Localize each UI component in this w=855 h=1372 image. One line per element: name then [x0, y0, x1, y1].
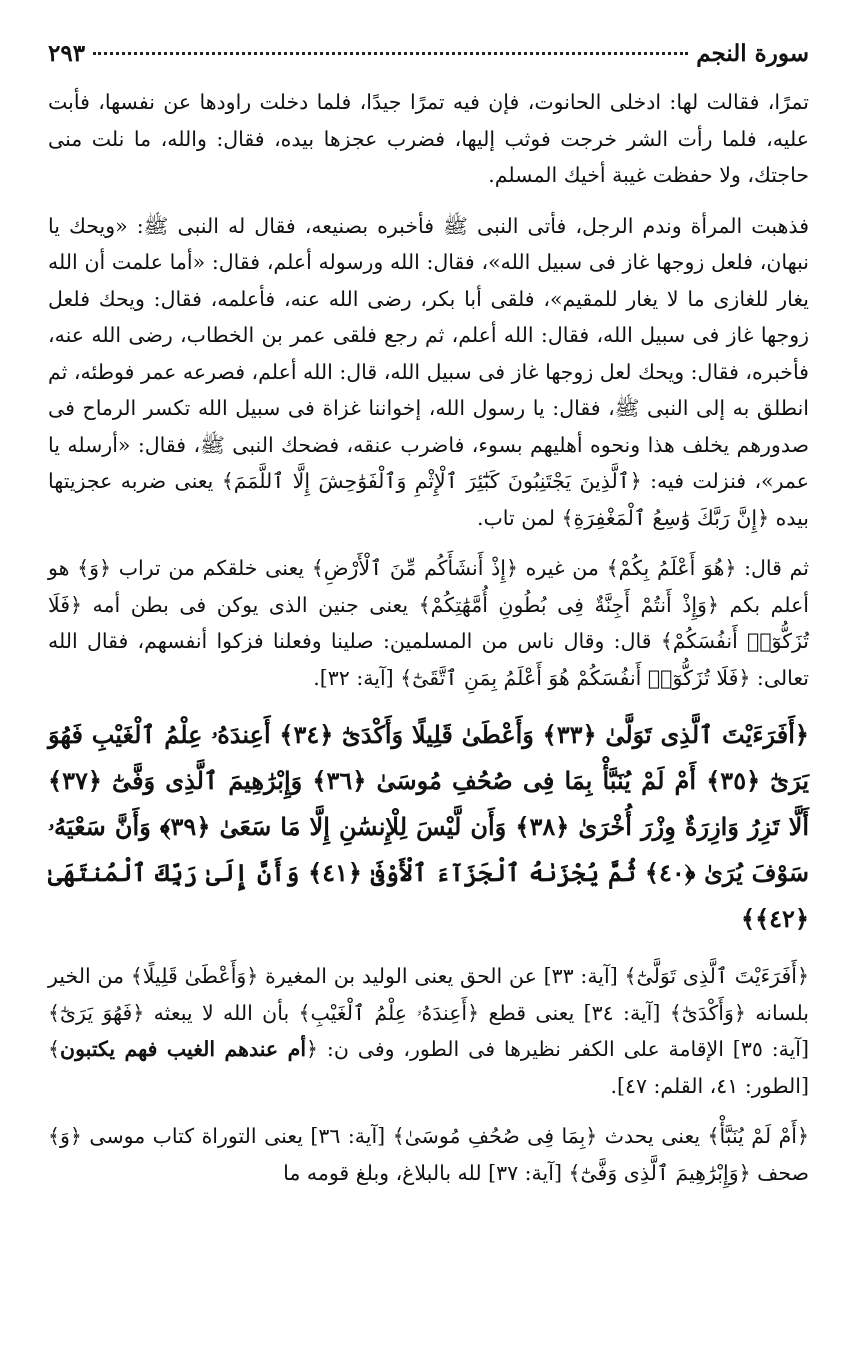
running-header: [48, 40, 809, 84]
page-number: ٢٩٣: [48, 40, 86, 67]
surah-title: سورة النجم: [696, 40, 809, 67]
commentary-text: ﴿أَفَرَءَيْتَ ٱلَّذِى تَوَلَّىٰٓ﴾ [آية: ٣٣] عن الحق يعنى الوليد بن المغيرة ﴿وَأَعْطَىٰ قَلِيلًا﴾ من الخير بلسانه ﴿وَأَكْدَىٰٓ﴾ [آية: ٣٤] يعنى قطع ﴿أَعِندَهُۥ عِلْمُ ٱلْغَيْبِ﴾ بأن الله لا يبعثه ﴿فَهُوَ يَرَىٰٓ﴾ [آية: ٣٥] الإقامة على الكفر نظيرها فى الطور، وفى ن: ﴿: [48, 964, 809, 1061]
header-dot-leader: [93, 52, 688, 55]
book-page: [48, 40, 809, 1191]
commentary-reference: ﴾ [الطور: ٤١، القلم: ٤٧].: [48, 1037, 809, 1098]
paragraph-1: تمرًا، فقالت لها: ادخلى الحانوت، فإن فيه تمرًا جيدًا، فلما دخلت راودها عن نفسها، فأبت عليه، فلما رأت الشر خرجت فوثب إليها، فضرب عجزها بيده، فقال: والله، ما نلت منى حاجتك، ولا حفظت غيبة أخيك المسلم.: [48, 90, 809, 187]
paragraph-3: ثم قال: ﴿هُوَ أَعْلَمُ بِكُمْ﴾ من غيره ﴿إِذْ أَنشَأَكُم مِّنَ ٱلْأَرْضِ﴾ يعنى خلقكم من تراب ﴿وَ﴾ هو أعلم بكم ﴿وَإِذْ أَنتُمْ أَجِنَّةٌ فِى بُطُونِ أُمَّهَٰتِكُمْ﴾ يعنى جنين الذى يوكن فى بطن أمه ﴿فَلَا تُزَكُّوٓا۟ أَنفُسَكُمْ﴾ قال: وقال ناس من المسلمين: صلينا وفعلنا فزكوا أنفسهم، فقال الله تعالى: ﴿فَلَا تُزَكُّوٓا۟ أَنفُسَكُمْ هُوَ أَعْلَمُ بِمَنِ ٱتَّقَىٰٓ﴾ [آية: ٣٢].: [48, 556, 809, 690]
commentary-paragraph-2: ﴿أَمْ لَمْ يُنَبَّأْ﴾ يعنى يحدث ﴿بِمَا فِى صُحُفِ مُوسَىٰ﴾ [آية: ٣٦] يعنى التوراة كتاب موسى ﴿وَ﴾ صحف ﴿وَإِبْرَٰهِيمَ ٱلَّذِى وَفَّىٰٓ﴾ [آية: ٣٧] لله بالبلاغ، وبلغ قومه ما: [48, 1124, 810, 1185]
quran-verses-block: ﴿أَفَرَءَيْتَ ٱلَّذِى تَوَلَّىٰ ﴿٣٣﴾ وَأَعْطَىٰ قَلِيلًا وَأَكْدَىٰٓ ﴿٣٤﴾ أَعِندَهُۥ عِلْمُ ٱلْغَيْبِ فَهُوَ يَرَىٰٓ ﴿٣٥﴾ أَمْ لَمْ يُنَبَّأْ بِمَا فِى صُحُفِ مُوسَىٰ ﴿٣٦﴾ وَإِبْرَٰهِيمَ ٱلَّذِى وَفَّىٰٓ ﴿٣٧﴾ أَلَّا تَزِرُ وَازِرَةٌ وِزْرَ أُخْرَىٰ ﴿٣٨﴾ وَأَن لَّيْسَ لِلْإِنسَٰنِ إِلَّا مَا سَعَىٰ ﴿٣٩﴾ وَأَنَّ سَعْيَهُۥ سَوْفَ يُرَىٰ ﴿٤٠﴾ ثُمَّ يُجْزَىٰهُ ٱلْجَزَآءَ ٱلْأَوْفَىٰ ﴿٤١﴾ وَأَنَّ إِلَىٰ رَبِّكَ ٱلْمُنتَهَىٰ ﴿٤٢﴾﴾: [48, 720, 810, 933]
bold-quotation: أم عندهم الغيب فهم يكتبون: [60, 1037, 307, 1061]
paragraph-2: فذهبت المرأة وندم الرجل، فأتى النبى ﷺ فأخبره بصنيعه، فقال له النبى ﷺ: «ويحك يا نبهان، فلعل زوجها غاز فى سبيل الله»، فقال: الله ورسوله أعلم، فقال: «أما علمت أن الله يغار للغازى ما لا يغار للمقيم»، فلقى أبا بكر، رضى الله عنه، فأعلمه، فقال: ويحك فلعل زوجها غاز فى سبيل الله، فقال: الله أعلم، ثم رجع فلقى عمر بن الخطاب، رضى الله عنه، فأخبره، فقال: ويحك لعل زوجها غاز فى سبيل الله، قال: الله أعلم، فصرعه عمر فوطئه، ثم انطلق به إلى النبى ﷺ، فقال: يا رسول الله، إخواننا غزاة فى سبيل الله تكسر الرماح فى صدورهم يخلف هذا ونحوه أهليهم بسوء، فاضرب عنقه، فضحك النبى ﷺ، فقال: «أرسله يا عمر»، فنزلت فيه: ﴿ٱلَّذِينَ يَجْتَنِبُونَ كَبَٰٓئِرَ ٱلْإِثْمِ وَٱلْفَوَٰحِشَ إِلَّا ٱللَّمَمَ﴾ يعنى ضربه عجزيتها بيده ﴿إِنَّ رَبَّكَ وَٰسِعُ ٱلْمَغْفِرَةِ﴾ لمن تاب.: [48, 213, 809, 530]
commentary-paragraph-1: [48, 958, 809, 1104]
